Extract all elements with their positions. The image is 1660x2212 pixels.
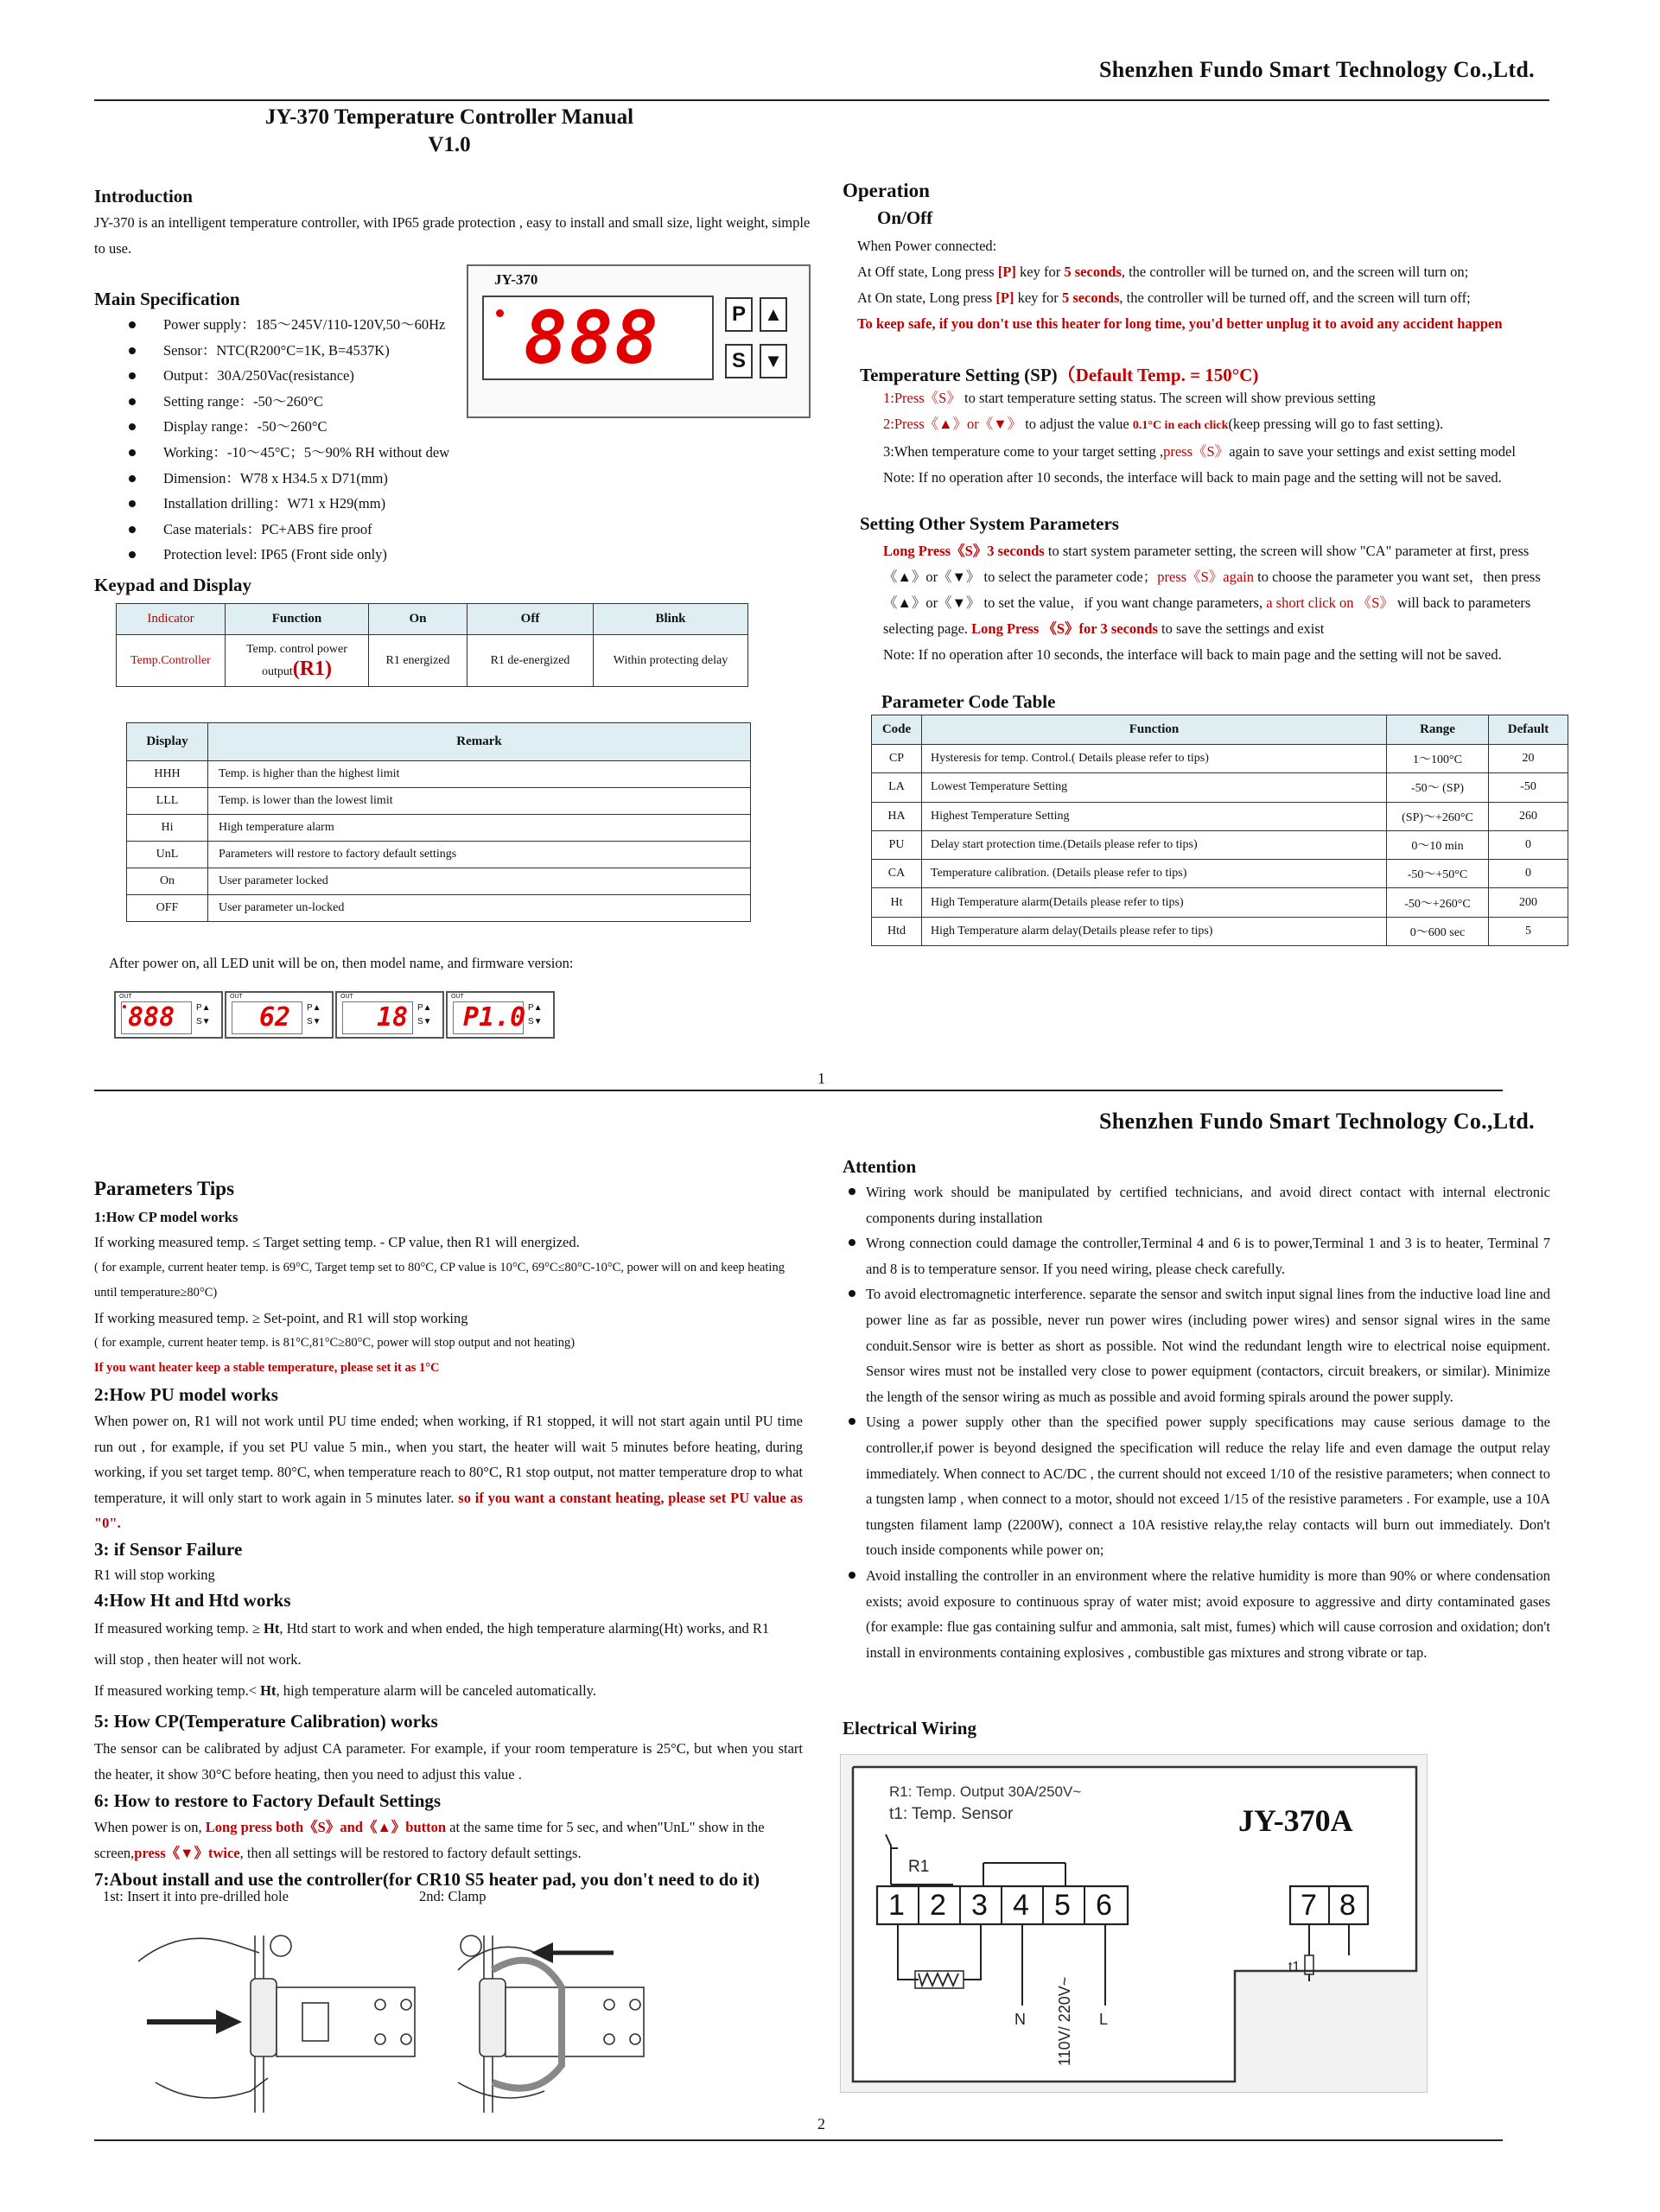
terminal-4: 4 (1013, 1889, 1029, 1922)
tips-body: 1:How CP model works If working measured temp. ≤ Target setting temp. - CP value, then R1 will energized. ( for example, current heater temp. is 69°C, Target temp set to 80°C, CP value is 10°C, 69°C≤80°C-10°C, power will on and keep heating until temperature≥80°C) If working measured temp. ≥ Set-point, and R1 will stop working ( for example, current heater temp. is 81°C,81°C≥80°C, power will stop output and not heating) If you want heater keep a stable temperature, please set it as 1°C 2:How PU model works When power on, R1 will not work until PU time ended; when working, if R1 stopped, it will not start again until PU time run out , for example, if you set PU value 5 min., when you start, the heater will wait 5 minutes before heating, during working, if you set target temp. 80°C, when temperature reach to 80°C, R1 stop output, not matter temperature drop to what temperature, it will only start to work again in 5 minutes later. so if you want a constant heating, please set PU value as "0". 3: if Sensor Failure R1 will stop working 4:How Ht and Htd works If measured working temp. ≥ Ht, Htd start to work and when ended, the high temperature alarming(Ht) works, and R1 will stop , then heater will not work. If measured working temp.< Ht, high temperature alarm will be canceled automatically. 5: How CP(Temperature Calibration) works The sensor can be calibrated by adjust CA parameter. For example, if your room temperature is 25°C, but when you start the heater, it show 30°C before heating, then you need to adjust this value . 6: How to restore to Factory Default Settings When power is on, Long press both《S》and《▲》button at the same time for 5 sec, and when"UnL" show in the screen,press《▼》twice, then all settings will be restored to factory default settings. 7:About install and use the controller(for CR10 S5 heater pad, you don't need to do it) (94, 1209, 803, 1890)
up-key[interactable]: ▲ (760, 297, 787, 332)
hand-outline (138, 1938, 259, 1961)
r1-label: R1: Temp. Output 30A/250V~ (889, 1783, 1082, 1800)
title-line1: JY-370 Temperature Controller Manual (264, 105, 634, 129)
install-illustration (130, 1918, 700, 2117)
keypad-heading: Keypad and Display (94, 575, 252, 595)
spec-item: Protection level: IP65 (Front side only) (94, 542, 578, 568)
table-row: On User parameter locked (127, 868, 751, 895)
mini-display: OUT 18 P▲ S▼ (335, 991, 444, 1039)
table-row: HHH Temp. is higher than the highest limit (127, 761, 751, 788)
attention-item: To avoid electromagnetic interference. separate the sensor and switch input signal lines from the inductive load line and power line as far as possible, never run power wires (including power wires) and sensor signal wires in the same conduit.Sensor wire is better as short as possible. Not wind the redundant length wire to electrical noise equipment. Sensor wires must not be installed very close to power equipment (contactors, circuit breakers, or similar). Minimize the length of the sensor wiring as much as possible and avoid forming spirals around the power supply. (845, 1281, 1550, 1409)
temp-setting-text: 1:Press《S》 to start temperature setting status. The screen will show previous setting 2:Press《▲》or《▼》 to adjust the value 0.1°C in each click(keep pressing will go to fast setting). 3:When temperature come to your target setting ,press《S》again to save your settings and exist setting model Note: If no operation after 10 seconds, the interface will back to main page and the setting will not be saved. (883, 390, 1516, 486)
header-rule (94, 99, 1549, 101)
device-digits: 888 (524, 296, 660, 380)
mini-display: OUT P1.0 P▲ S▼ (446, 991, 555, 1039)
sensor-label: t1 (1288, 1960, 1301, 1974)
manual-title (181, 104, 717, 159)
param-table (871, 715, 1568, 946)
tips-heading: Parameters Tips (94, 1178, 235, 1199)
terminal-5: 5 (1054, 1889, 1071, 1922)
display-header: Display (127, 723, 208, 761)
other-params-text: Long Press《S》3 seconds to start system parameter setting, the screen will show "CA" parameter at first, press 《▲》or《▼》 to select the parameter code；press《S》again to choose the parameter you want set，then press 《▲》or《▼》 to set the value，if you want change parameters, a short click on 《S》 will back to parameters selecting page. Long Press 《S》for 3 seconds to save the settings and exist Note: If no operation after 10 seconds, the interface will back to main page and the setting will not be saved. (883, 543, 1541, 663)
spec-heading: Main Specification (94, 289, 240, 309)
attention-item: Wiring work should be manipulated by certified technicians, and avoid direct contact with internal electronic components during installation (845, 1179, 1550, 1230)
company-header: Shenzhen Fundo Smart Technology Co.,Ltd. (1099, 57, 1535, 82)
table-row: LLL Temp. is lower than the lowest limit (127, 788, 751, 815)
temp-setting-heading: Temperature Setting (SP)（Default Temp. = 150°C) (860, 365, 1259, 385)
intro-heading: Introduction (94, 186, 193, 207)
spec-item: Power supply：185～245V/110-120V,50～60Hz (94, 312, 578, 338)
keypad-header: Function (226, 604, 369, 635)
keypad-header: Blink (594, 604, 748, 635)
install-step-2: 2nd: Clamp (419, 1888, 487, 1904)
intro-text: JY-370 is an intelligent temperature controller, with IP65 grade protection , easy to install and small size, light weight, simple to use. (94, 214, 811, 257)
keypad-header: On (369, 604, 467, 635)
param-table-heading: Parameter Code Table (881, 691, 1056, 712)
keypad-table (116, 603, 748, 687)
keypad-off: R1 de-energized (467, 635, 594, 687)
device-model: JY-370 (494, 271, 538, 288)
live-label: L (1099, 2011, 1109, 2028)
mini-display: OUT 62 P▲ S▼ (225, 991, 334, 1039)
spec-item: Sensor：NTC(R200°C=1K, B=4537K) (94, 338, 578, 364)
keypad-header: Indicator (117, 604, 226, 635)
s-key[interactable]: S (725, 344, 753, 378)
onoff-heading: On/Off (877, 207, 933, 228)
param-header: Range (1387, 715, 1489, 745)
table-row: CA Temperature calibration. (Details please refer to tips) -50～+50°C 0 (872, 860, 1568, 888)
neutral-label: N (1014, 2011, 1026, 2028)
hand-outline (156, 2078, 268, 2098)
terminal-1: 1 (888, 1889, 905, 1922)
table-row: LA Lowest Temperature Setting -50～ (SP) -50 (872, 773, 1568, 802)
mini-display: OUT 888 P▲ S▼ (114, 991, 223, 1039)
down-key[interactable]: ▼ (760, 344, 787, 378)
terminal-6: 6 (1096, 1889, 1112, 1922)
page-number: 1 (817, 1070, 825, 1087)
page-number: 2 (817, 2115, 825, 2133)
spec-item: Case materials：PC+ABS fire proof (94, 517, 578, 543)
attention-item: Wrong connection could damage the controller,Terminal 4 and 6 is to power,Terminal 1 and 3 is to heater, Terminal 7 and 8 is to temperature sensor. If you need wiring, please check carefully. (845, 1230, 1550, 1281)
company-header: Shenzhen Fundo Smart Technology Co.,Ltd. (1099, 1109, 1535, 1134)
spec-item: Setting range：-50～260°C (94, 389, 578, 415)
page-divider (94, 1090, 1503, 1091)
onoff-text: When Power connected: At Off state, Long press [P] key for 5 seconds, the controller will be turned on, and the screen will turn on; At On state, Long press [P] key for 5 seconds, the controller will be turned off, and the screen will turn off; To keep safe, if you don't use this heater for long time, you'd better unplug it to avoid any accident happen (857, 233, 1566, 337)
spec-list (94, 312, 578, 568)
p-key[interactable]: P (725, 297, 753, 332)
table-row: Ht High Temperature alarm(Details please refer to tips) -50～+260°C 200 (872, 888, 1568, 917)
table-row: Htd High Temperature alarm delay(Details please refer to tips) 0～600 sec 5 (872, 917, 1568, 945)
operation-heading: Operation (843, 180, 930, 201)
r1-tag: (R1) (292, 657, 333, 680)
table-row: UnL Parameters will restore to factory default settings (127, 842, 751, 868)
param-header: Default (1489, 715, 1568, 745)
wiring-diagram (840, 1754, 1428, 2093)
spec-item: Dimension：W78 x H34.5 x D71(mm) (94, 466, 578, 492)
terminal-3: 3 (971, 1889, 988, 1922)
keypad-blink: Within protecting delay (594, 635, 748, 687)
install-step-1: 1st: Insert it into pre-drilled hole (103, 1888, 289, 1904)
attention-list (845, 1179, 1550, 1665)
wiring-model: JY-370A (1238, 1803, 1353, 1838)
param-header: Code (872, 715, 922, 745)
attention-heading: Attention (843, 1156, 917, 1177)
attention-item: Using a power supply other than the specified power supply specifications may cause serious damage to the controller,if power is beyond designed the specification will reduce the relay life and even damage the output relay immediately. When connect to AC/DC , the current should not exceed 1/10 of the resistive parameters; when connect to a tungsten lamp , when connect to a motor, should not exceed 1/15 of the resistive parameters . For example, use a 10A tungsten filament lamp (2200W), connect a 10A resistive relay,the relay contacts will burn out immediately. Don't touch inside components while power on; (845, 1409, 1550, 1563)
footer-rule (94, 2139, 1503, 2141)
spec-item: Working：-10～45°C；5～90% RH without dew (94, 440, 578, 466)
terminal-2: 2 (930, 1889, 946, 1922)
power-on-text: After power on, all LED unit will be on, then model name, and firmware version: (109, 955, 574, 971)
wiring-heading: Electrical Wiring (843, 1718, 976, 1738)
table-row: PU Delay start protection time.(Details please refer to tips) 0～10 min 0 (872, 830, 1568, 859)
keypad-indicator: Temp.Controller (117, 635, 226, 687)
table-row: HA Highest Temperature Setting (SP)～+260°C 260 (872, 802, 1568, 830)
table-row: CP Hysteresis for temp. Control.( Details please refer to tips) 1～100°C 20 (872, 745, 1568, 773)
attention-item: Avoid installing the controller in an environment where the relative humidity is more than 90% or where condensation exists; avoid exposure to continuous spray of water mist; avoid exposure to aggressive and dirty contaminated gases (for example: flue gas containing sulfur and ammonia, salt mist, fumes) which will cause corrosion and oxidation; don't install in environments containing explosives , combustible gas mixtures and strong vibrate or tap. (845, 1563, 1550, 1665)
terminal-7: 7 (1301, 1889, 1317, 1922)
power-on-sequence (114, 991, 555, 1039)
safety-warning: To keep safe, if you don't use this heater for long time, you'd better unplug it to avoid any accident happen (857, 315, 1503, 332)
title-version: V1.0 (428, 133, 471, 156)
spec-item: Display range：-50～260°C (94, 414, 578, 440)
keypad-function: Temp. control power output(R1) (226, 635, 369, 687)
spec-item: Installation drilling：W71 x H29(mm) (94, 491, 578, 517)
table-row: Hi High temperature alarm (127, 815, 751, 842)
relay-label: R1 (908, 1858, 930, 1876)
keypad-on: R1 energized (369, 635, 467, 687)
voltage-label: 110V/ 220V~ (1056, 1976, 1073, 2066)
keypad-header: Off (467, 604, 594, 635)
table-row: OFF User parameter un-locked (127, 895, 751, 922)
param-header: Function (922, 715, 1387, 745)
display-header: Remark (208, 723, 751, 761)
terminal-8: 8 (1339, 1889, 1356, 1922)
other-params-heading: Setting Other System Parameters (860, 513, 1119, 534)
display-table (126, 722, 751, 922)
spec-item: Output：30A/250Vac(resistance) (94, 363, 578, 389)
t1-label: t1: Temp. Sensor (889, 1805, 1014, 1823)
